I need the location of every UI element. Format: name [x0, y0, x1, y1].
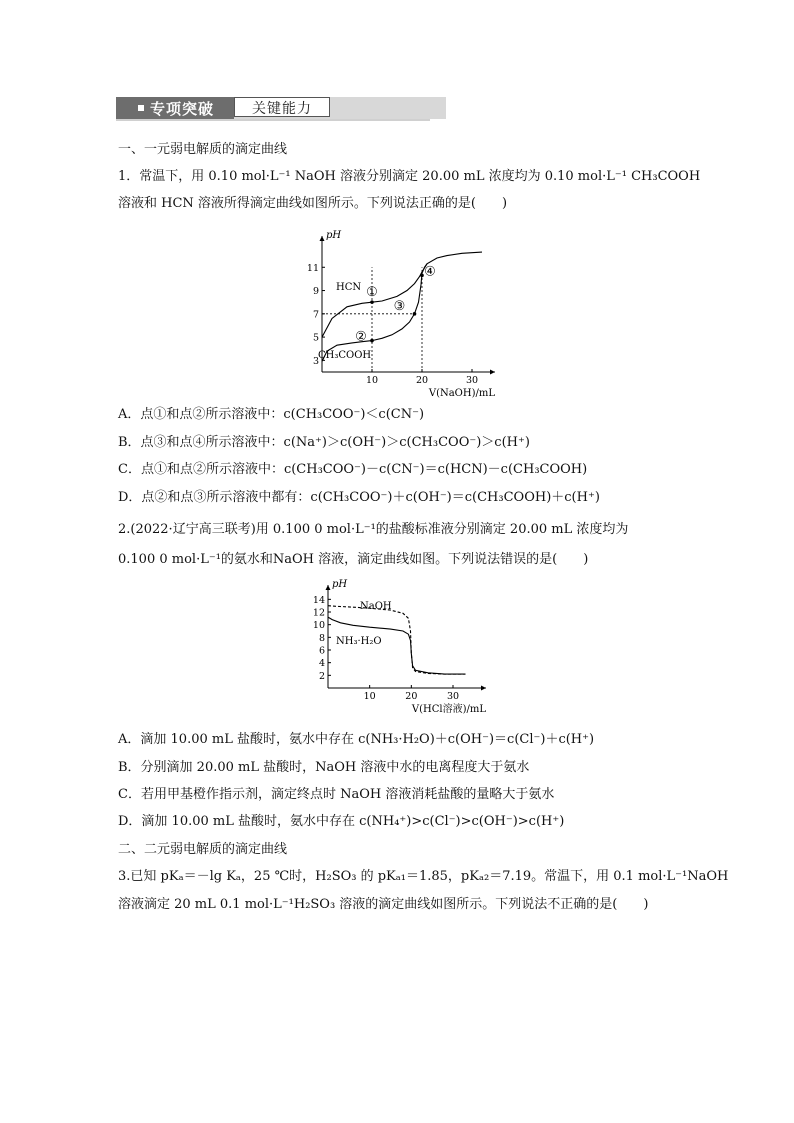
q1-option-a: A．点①和点②所示溶液中：c(CH₃COO⁻)＜c(CN⁻) — [118, 407, 425, 422]
series-line-1 — [322, 264, 427, 362]
y-axis-arrow-icon — [326, 585, 331, 590]
y-axis-label: pH — [326, 230, 342, 241]
q2-option-b: B．分别滴加 20.00 mL 盐酸时，NaOH 溶液中水的电离程度大于氨水 — [118, 760, 530, 775]
q1-stem-line2: 溶液和 HCN 溶液所得滴定曲线如图所示。下列说法正确的是( ) — [118, 196, 508, 211]
y-tick-label: 8 — [318, 632, 325, 644]
q2-figure — [300, 578, 490, 732]
q2-option-a: A．滴加 10.00 mL 盐酸时，氨水中存在 c(NH₃·H₂O)＋c(OH⁻)＝c(Cl⁻)＋c(H⁺) — [118, 732, 595, 747]
y-tick-label: 11 — [306, 262, 319, 274]
y-tick-label: 10 — [312, 620, 325, 632]
banner-title: 专项突破 — [150, 100, 215, 118]
y-tick-label: 14 — [312, 594, 325, 606]
x-tick-label: 20 — [405, 691, 418, 702]
section2-heading: 二、二元弱电解质的滴定曲线 — [118, 842, 288, 857]
q1-option-b: B．点③和点④所示溶液中：c(Na⁺)＞c(OH⁻)＞c(CH₃COO⁻)＞c(H⁺) — [118, 435, 530, 450]
x-axis-arrow-icon — [490, 370, 495, 375]
x-axis-label: V(HCl溶液)/mL — [411, 704, 486, 715]
x-axis-arrow-icon — [481, 686, 486, 691]
series-line-0 — [322, 252, 482, 337]
y-axis-arrow-icon — [320, 236, 325, 241]
point-label: ① — [366, 285, 378, 301]
x-tick-label: 20 — [415, 375, 429, 386]
data-point — [370, 339, 374, 343]
y-tick-label: 3 — [312, 355, 319, 367]
q2-titration-chart — [300, 578, 490, 728]
x-tick-label: 30 — [465, 375, 479, 386]
y-axis-label: pH — [332, 579, 348, 590]
banner-subtitle: 关键能力 — [252, 101, 312, 117]
series-label-1: CH₃COOH — [318, 350, 372, 361]
q2-stem-line2: 0.100 0 mol·L⁻¹的氨水和NaOH 溶液，滴定曲线如图。下列说法错误的是( ) — [118, 552, 589, 567]
q3-stem-line1: 3.已知 pKₐ＝－lg Kₐ，25 ℃时，H₂SO₃ 的 pKₐ₁＝1.85，pKₐ₂＝7.19。常温下，用 0.1 mol·L⁻¹NaOH — [118, 869, 729, 884]
point-label: ② — [355, 329, 367, 345]
data-point — [413, 312, 417, 316]
section1-heading: 一、一元弱电解质的滴定曲线 — [118, 142, 288, 157]
series-label-1: NH₃·H₂O — [336, 636, 382, 647]
point-label: ④ — [424, 264, 436, 280]
q2-option-d: D．滴加 10.00 mL 盐酸时，氨水中存在 c(NH₄⁺)>c(Cl⁻)>c(OH⁻)>c(H⁺) — [118, 814, 565, 829]
x-tick-label: 10 — [363, 691, 376, 702]
square-bullet-icon — [138, 105, 144, 111]
y-tick-label: 9 — [312, 286, 319, 298]
q1-option-d: D．点②和点③所示溶液中都有：c(CH₃COO⁻)＋c(OH⁻)＝c(CH₃COOH)＋c(H⁺) — [118, 490, 600, 505]
section-banner — [116, 97, 430, 121]
series-label-0: HCN — [336, 282, 362, 293]
y-tick-label: 6 — [318, 645, 325, 657]
q1-titration-chart — [300, 222, 500, 400]
series-label-0: NaOH — [360, 601, 392, 612]
banner-underline — [116, 119, 430, 121]
q1-stem-line1: 1．常温下，用 0.10 mol·L⁻¹ NaOH 溶液分别滴定 20.00 mL 浓度均为 0.10 mol·L⁻¹ CH₃COOH — [118, 169, 701, 184]
x-tick-label: 30 — [446, 691, 460, 702]
point-label: ③ — [393, 298, 406, 314]
data-point — [370, 300, 374, 304]
x-axis-label: V(NaOH)/mL — [428, 388, 495, 399]
y-tick-label: 12 — [312, 607, 325, 619]
q2-option-c: C．若用甲基橙作指示剂，滴定终点时 NaOH 溶液消耗盐酸的量略大于氨水 — [118, 787, 555, 802]
y-tick-label: 7 — [312, 309, 319, 321]
y-tick-label: 5 — [312, 332, 319, 344]
q2-stem-line1: 2.(2022·辽宁高三联考)用 0.100 0 mol·L⁻¹的盐酸标准液分别滴定 20.00 mL 浓度均为 — [118, 522, 629, 537]
y-tick-label: 2 — [318, 670, 325, 682]
q3-stem-line2: 溶液滴定 20 mL 0.1 mol·L⁻¹H₂SO₃ 溶液的滴定曲线如图所示。下列说法不正确的是( ) — [118, 897, 649, 912]
y-tick-label: 4 — [318, 658, 325, 670]
x-tick-label: 10 — [365, 375, 379, 386]
q1-option-c: C．点①和点②所示溶液中：c(CH₃COO⁻)－c(CN⁻)＝c(HCN)－c(CH₃COOH) — [118, 462, 588, 477]
q1-figure — [300, 222, 500, 404]
